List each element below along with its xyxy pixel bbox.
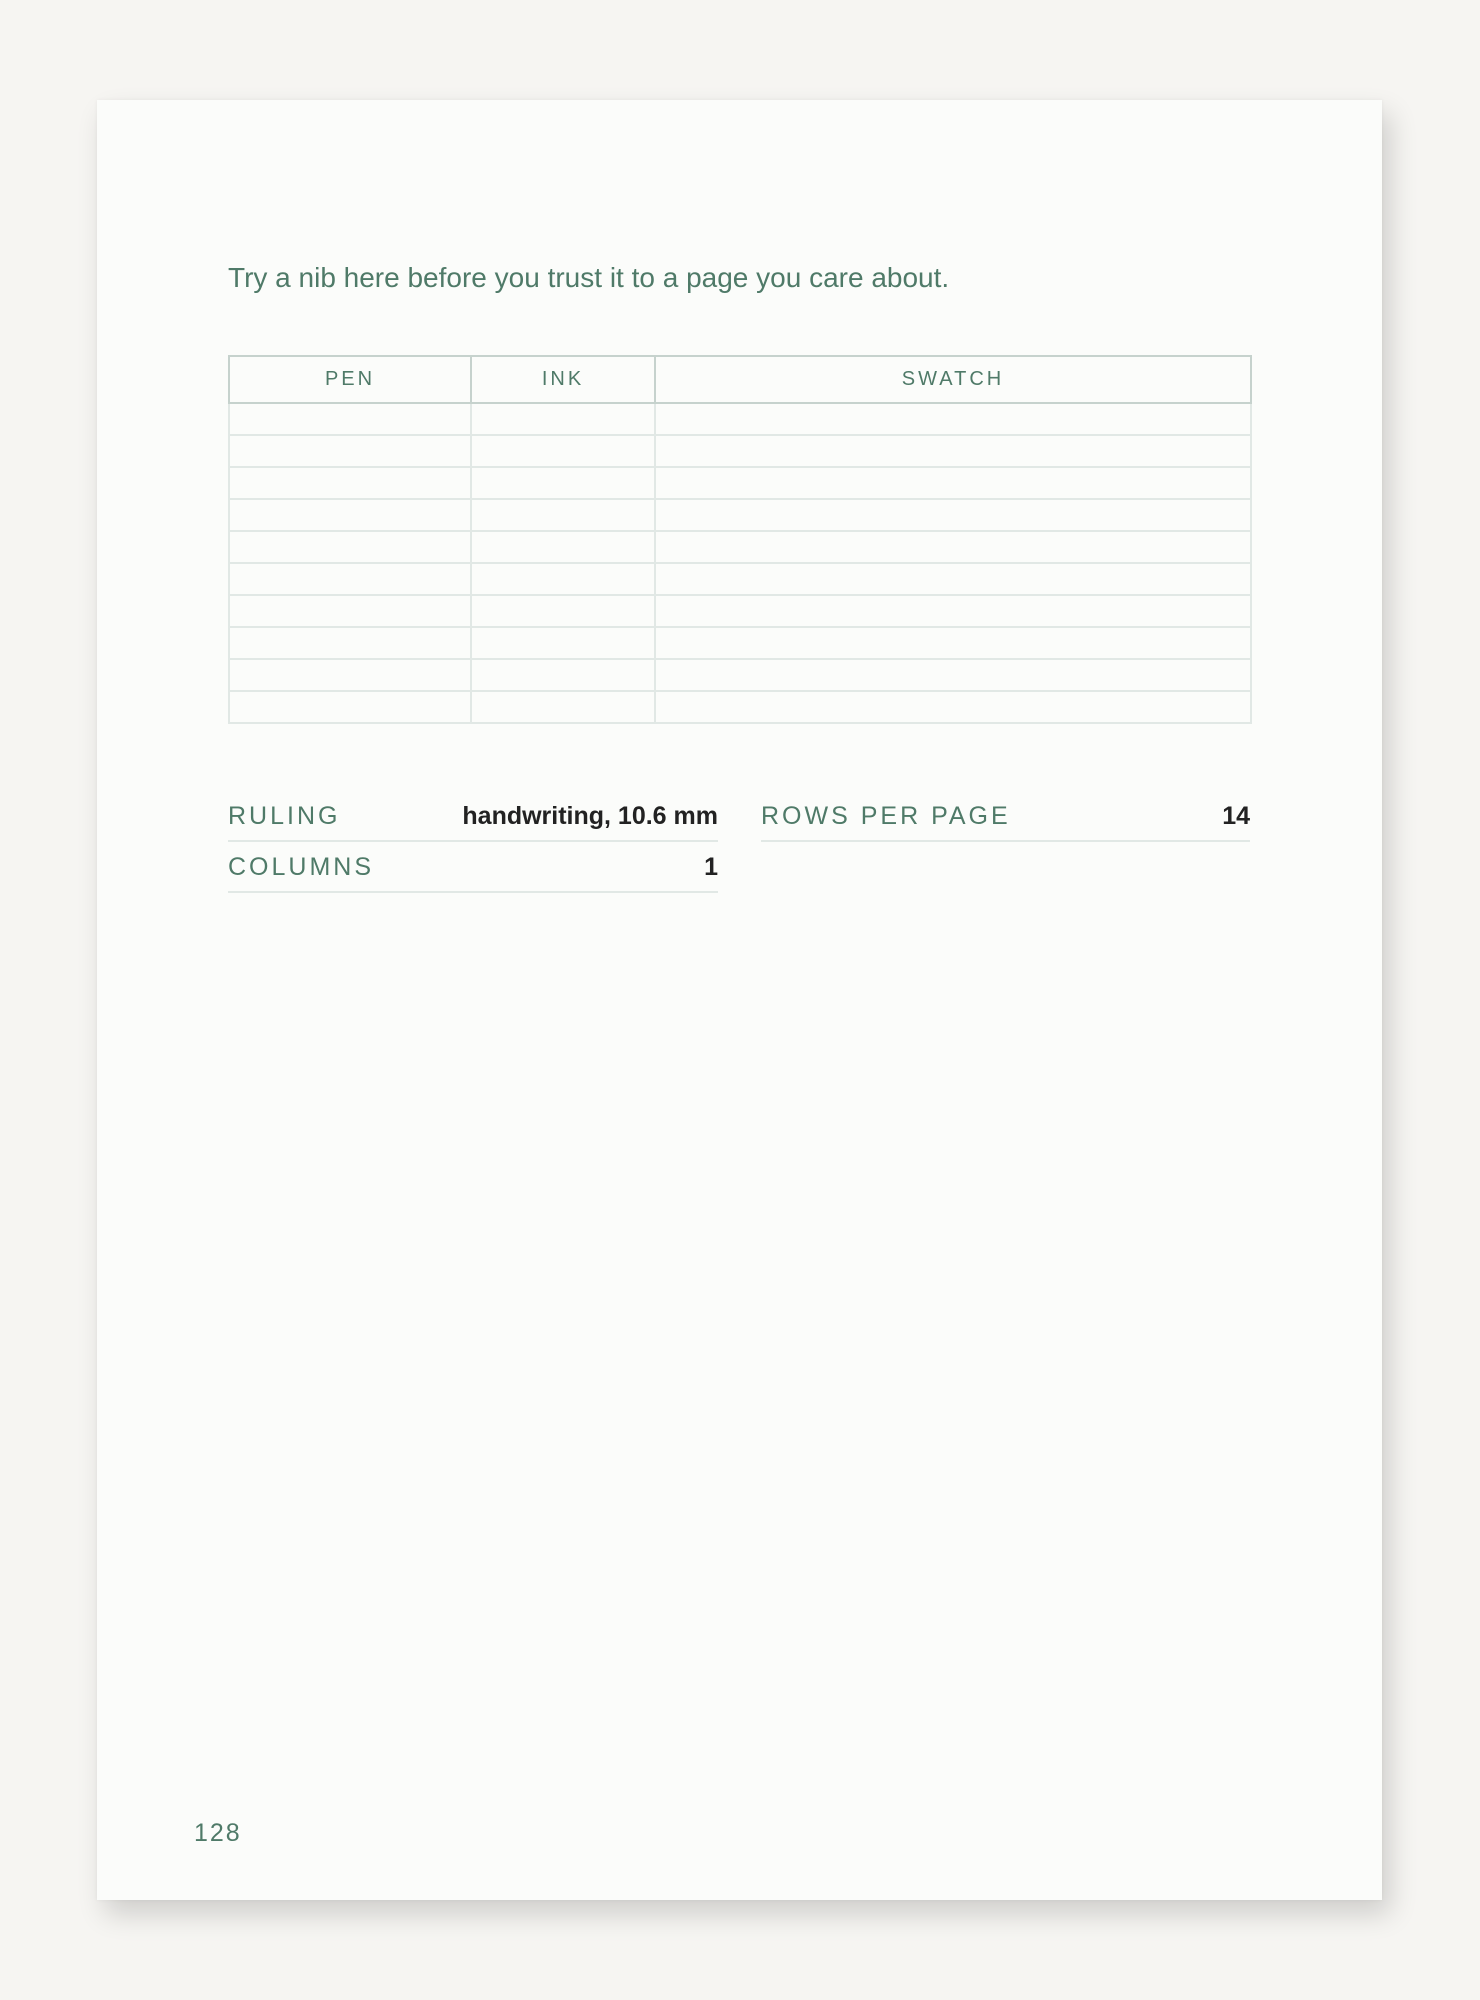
pen-cell — [229, 627, 471, 659]
swatch-cell — [655, 627, 1251, 659]
ink-cell — [471, 435, 655, 467]
rows-per-page-label: ROWS PER PAGE — [761, 801, 1011, 830]
table-row — [229, 691, 1251, 723]
columns-label: COLUMNS — [228, 852, 375, 881]
table-row — [229, 435, 1251, 467]
pen-cell — [229, 435, 471, 467]
ink-cell — [471, 403, 655, 435]
ink-cell — [471, 627, 655, 659]
ink-cell — [471, 563, 655, 595]
table-row — [229, 563, 1251, 595]
column-header-pen: PEN — [229, 356, 471, 403]
ink-cell — [471, 691, 655, 723]
swatch-cell — [655, 435, 1251, 467]
ink-cell — [471, 531, 655, 563]
ink-cell — [471, 595, 655, 627]
column-header-swatch: SWATCH — [655, 356, 1251, 403]
swatch-cell — [655, 531, 1251, 563]
ink-cell — [471, 659, 655, 691]
swatch-cell — [655, 691, 1251, 723]
rows-per-page-value: 14 — [1222, 801, 1250, 830]
table-row — [229, 659, 1251, 691]
page-number: 128 — [194, 1819, 242, 1847]
swatch-cell — [655, 595, 1251, 627]
pen-cell — [229, 691, 471, 723]
table-body — [229, 403, 1251, 723]
ruling-label: RULING — [228, 801, 341, 830]
swatch-cell — [655, 403, 1251, 435]
swatch-table — [228, 355, 1252, 724]
table-row — [229, 531, 1251, 563]
table-row — [229, 627, 1251, 659]
pen-cell — [229, 403, 471, 435]
ruling-value: handwriting, 10.6 mm — [462, 801, 718, 830]
pen-cell — [229, 595, 471, 627]
swatch-cell — [655, 467, 1251, 499]
pen-cell — [229, 563, 471, 595]
notebook-page — [97, 100, 1382, 1900]
pen-cell — [229, 499, 471, 531]
ink-cell — [471, 467, 655, 499]
table-row — [229, 595, 1251, 627]
ink-cell — [471, 499, 655, 531]
pen-cell — [229, 531, 471, 563]
table-row — [229, 499, 1251, 531]
swatch-cell — [655, 499, 1251, 531]
spec-ruling — [228, 792, 718, 842]
swatch-cell — [655, 659, 1251, 691]
table-row — [229, 403, 1251, 435]
pen-cell — [229, 659, 471, 691]
columns-value: 1 — [704, 852, 718, 881]
pen-cell — [229, 467, 471, 499]
table-row — [229, 467, 1251, 499]
table-header-row — [229, 356, 1251, 403]
intro-text: Try a nib here before you trust it to a page you care about. — [228, 262, 950, 293]
spec-columns — [228, 843, 718, 893]
swatch-cell — [655, 563, 1251, 595]
spec-rows-per-page — [761, 792, 1250, 842]
column-header-ink: INK — [471, 356, 655, 403]
